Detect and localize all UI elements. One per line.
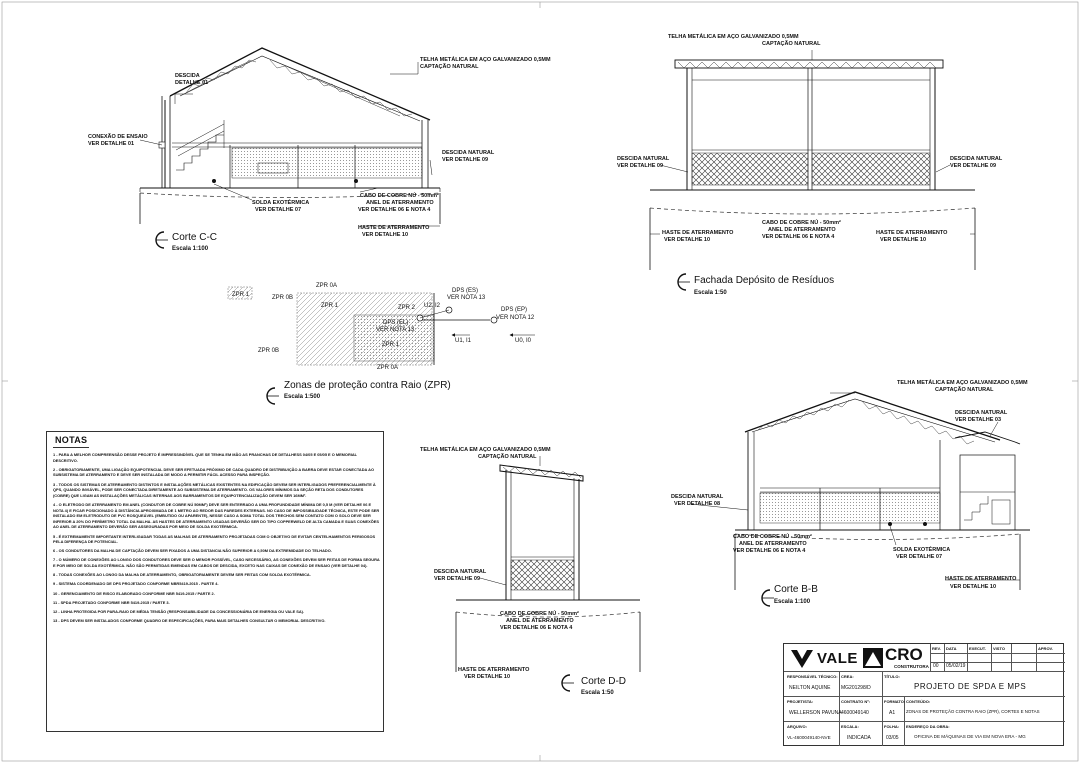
zpr-0a-bottom: ZPR 0A — [377, 365, 399, 371]
data-value: 05/02/19 — [946, 663, 966, 669]
fachada-haste-right-label: HASTE DE ATERRAMENTO — [876, 230, 948, 236]
projetista-value: WELLERSON PAVUNA — [789, 710, 842, 716]
dd-cabo-label: CABO DE COBRE NÚ - 50mm² — [500, 611, 579, 617]
zpr-1-mid: ZPR 1 — [321, 303, 339, 309]
zpr-dps-el-nota: VER NOTA 13 — [376, 327, 415, 333]
bb-haste-detail: VER DETALHE 10 — [950, 584, 997, 590]
formato-label: FORMATO: — [884, 699, 906, 704]
bb-haste-label: HASTE DE ATERRAMENTO — [945, 576, 1017, 582]
notes-list — [53, 452, 381, 627]
dd-cabo-detail: VER DETALHE 06 E NOTA 4 — [500, 625, 573, 631]
zpr-dps-es: DPS (ES) — [452, 288, 479, 294]
titulo-value: PROJETO DE SPDA E MPS — [914, 682, 1027, 691]
zpr-dps-ep-nota: VER NOTA 12 — [496, 315, 535, 321]
escala-label: ESCALA: — [841, 724, 859, 729]
corte-bb-drawing — [690, 392, 1030, 606]
zpr-0a-top: ZPR 0A — [316, 283, 338, 289]
note-item: 12 - LINHA PROTEGIDA POR PARA-RAIO DE MÉDIA TENSÃO (RESPONSABILIDADE DA CONCESSIONÁRIA DE ENERGIA OU VALE SA). — [53, 609, 305, 614]
conteudo-label: CONTEÚDO: — [906, 699, 931, 704]
dd-captacao-label: CAPTAÇÃO NATURAL — [478, 454, 537, 460]
bb-descida08-detail: VER DETALHE 08 — [674, 501, 721, 507]
dd-anel-label: ANEL DE ATERRAMENTO — [506, 618, 574, 624]
escala-value: INDICADA — [847, 735, 871, 741]
resp-tecnico-value: NEILTON AQUINE — [789, 685, 831, 691]
bb-descida03-detail: VER DETALHE 03 — [955, 417, 1002, 423]
note-item: 10 - GERENCIAMENTO DE RISCO ELABORADO CONFORME NBR 5419-2015 / PARTE 2. — [53, 590, 215, 596]
dd-haste-detail: VER DETALHE 10 — [464, 674, 511, 680]
cc-anel-label: ANEL DE ATERRAMENTO — [366, 200, 434, 206]
fachada-haste-right-detail: VER DETALHE 10 — [880, 237, 927, 243]
fachada-anel-label: ANEL DE ATERRAMENTO — [768, 227, 836, 233]
zpr-title: Zonas de proteção contra Raio (ZPR) — [284, 380, 451, 391]
fachada-cabo-detail: VER DETALHE 06 E NOTA 4 — [762, 234, 835, 240]
bb-cabo-detail: VER DETALHE 06 E NOTA 4 — [733, 548, 806, 554]
fachada-title: Fachada Depósito de Resíduos — [694, 275, 835, 286]
notes-title: NOTAS — [55, 435, 88, 445]
bb-captacao-label: CAPTAÇÃO NATURAL — [935, 387, 994, 393]
note-item: 9 - SISTEMA COORDENADO DE DPS PROJETADO CONFORME NBR5419-2015 - PARTE 4. — [53, 581, 219, 587]
vale-logo-icon — [790, 648, 814, 670]
data-header: DATA — [946, 646, 957, 651]
visto-header: VISTO — [993, 646, 1005, 651]
fachada-descida-right-label: DESCIDA NATURAL — [950, 156, 1003, 162]
fachada-cabo-label: CABO DE COBRE NÚ - 50mm² — [762, 220, 841, 226]
cc-section-title: Corte C-C — [172, 232, 218, 243]
note-item: 2 - OBRIGATORIAMENTE, UMA LIGAÇÃO EQUIPOTENCIAL DEVE SER EFETUADA PRÓXIMO DE CADA QUADRO DE DISTRIBUIÇÃO A BARRA DEVE ESTAR CONECTADA AO SUBSISTEMA DE ATERRAMENTO E DEVE SER INSTALADA DE MODO A PERMITIR FÁCIL ACESSO PARA INSPEÇÃO. — [53, 466, 374, 478]
folha-label: FOLHA: — [884, 724, 900, 729]
cro-brand-subtitle: CONSTRUTORA — [894, 664, 929, 669]
fachada-descida-right-detail: VER DETALHE 09 — [950, 163, 997, 169]
cro-logo-icon — [862, 647, 884, 669]
notes-title-underline — [53, 447, 89, 448]
zpr-1-low: ZPR 1 — [382, 342, 400, 348]
bb-descida03-label: DESCIDA NATURAL — [955, 410, 1008, 416]
execut-header: EXECUT. — [969, 646, 986, 651]
arquivo-label: ARQUIVO: — [787, 724, 807, 729]
cc-haste-label: HASTE DE ATERRAMENTO — [358, 225, 430, 231]
note-item: 4 - O ELETRODO DE ATERRAMENTO EM ANEL (CONDUTOR DE COBRE NÚ 50MM²) DEVE SER ENTERRADO A UMA PROFUNDIDADE MÍNIMA DE 0,5 M (VER DETALHE 06 E NOTA 4) E FICAR POSICIONADO À DISTÂNCIA APROXIMADA DE 1 METRO AO REDOR DAS PAREDES EXTERNAS. NO CASO DE IMPOSSIBILIDADE TÉCNICA, ESTE PODE SER INSTALADO EM ELETRODUTO DE PVC ROSQUEÁVEL (EMBUTIDO OU APARENTE), NESSE CASO A SOMA TOTAL DOS TRECHOS SEM CONTATO COM O SOLO DEVE SER INFERIOR A 20% DO PERÍMETRO TOTAL DA MALHA. AS HASTES DE ATERRAMENTO USADAS DEVERÃO SER DO TIPO COPPERWELD DE ALTA CAMADA E SUAS CONEXÕES AO ANEL DE ATERRAMENTO DEVERÃO SER ASSEGURADAS POR MEIO DE SOLDA EXOTÉRMICA. — [53, 501, 380, 530]
zpr-u2i2: U2, I2 — [424, 303, 441, 309]
bb-anel-label: ANEL DE ATERRAMENTO — [739, 541, 807, 547]
dd-telha-label: TELHA METÁLICA EM AÇO GALVANIZADO 0,5MM — [420, 447, 551, 453]
bb-solda-label: SOLDA EXOTÉRMICA — [893, 547, 951, 553]
dd-descida-detail: VER DETALHE 09 — [434, 576, 481, 582]
fachada-descida-left-detail: VER DETALHE 09 — [617, 163, 664, 169]
rev-value: 00 — [933, 663, 939, 669]
folha-value: 03/05 — [886, 735, 899, 741]
zpr-dps-el: DPS (EL) — [383, 320, 409, 326]
bb-descida08-label: DESCIDA NATURAL — [671, 494, 724, 500]
note-item: 8 - TODAS CONEXÕES AO LONGO DA MALHA DE ATERRAMENTO, OBRIGATORIAMENTE DEVEM SER FEITAS COM SOLDA EXOTÉRMICA. — [53, 572, 311, 578]
endereco-value: OFICINA DE MÁQUINAS DE VIA EM NOVA ERA - MG — [914, 734, 1026, 739]
zpr-0b-top: ZPR 0B — [272, 295, 294, 301]
vale-brand: VALE — [817, 650, 858, 667]
rev-header: REV. — [932, 646, 941, 651]
aprov-header: APROV. — [1038, 646, 1053, 651]
fachada-telha-label: TELHA METÁLICA EM AÇO GALVANIZADO 0,5MM — [668, 34, 799, 40]
fachada-drawing — [650, 50, 975, 290]
cc-descida-natural-label: DESCIDA NATURAL — [442, 150, 495, 156]
zpr-scale: Escala 1:500 — [284, 394, 321, 400]
zpr-u1i1: U1, I1 — [455, 338, 472, 344]
resp-tecnico-label: RESPONSÁVEL TÉCNICO: — [787, 674, 838, 679]
arquivo-value: VL-4600049140-NVE — [787, 735, 831, 740]
note-item: 13 - DPS DEVEM SER INSTALADOS CONFORME QUADRO DE ESPECIFICAÇÕES, PARA MAIS DETALHES CONSULTAR O MEMORIAL DESCRITIVO. — [53, 618, 326, 624]
cc-cabo-detail: VER DETALHE 06 E NOTA 4 — [358, 207, 431, 213]
fachada-scale: Escala 1:50 — [694, 290, 727, 296]
bb-solda-detail: VER DETALHE 07 — [896, 554, 943, 560]
fachada-haste-left-detail: VER DETALHE 10 — [664, 237, 711, 243]
dd-descida-label: DESCIDA NATURAL — [434, 569, 487, 575]
zpr-2: ZPR 2 — [398, 305, 416, 311]
endereco-label: ENDEREÇO DA OBRA: — [906, 724, 950, 729]
conteudo-value: ZONAS DE PROTEÇÃO CONTRA RAIO (ZPR), CORTES E NOTAS — [906, 709, 1040, 714]
projetista-label: PROJETISTA: — [787, 699, 814, 704]
title-block — [783, 643, 1064, 746]
crea-label: CREA: — [841, 674, 854, 679]
zpr-0b-bottom: ZPR 0B — [258, 348, 280, 354]
zpr-dps-ep: DPS (EP) — [501, 307, 528, 313]
cc-descida-detail: DETALHE 01 — [175, 80, 209, 86]
cc-conexao-label: CONEXÃO DE ENSAIO — [88, 134, 148, 140]
cro-brand: CRO — [885, 645, 923, 664]
zpr-1-box: ZPR 1 — [232, 292, 250, 298]
note-item: 1 - PARA A MELHOR COMPREENSÃO DESSE PROJETO É IMPRESSINDÍVEL QUE SE TENHA EM MÃO AS PRANCHAS DE DETALHESS 04/05 E 05/05 E O MEMORIAL DESCRITIVO. — [53, 452, 357, 463]
dd-section-title: Corte D-D — [581, 676, 627, 687]
bb-telha-label: TELHA METÁLICA EM AÇO GALVANIZADO 0,5MM — [897, 380, 1028, 386]
dd-haste-label: HASTE DE ATERRAMENTO — [458, 667, 530, 673]
note-item: 6 - OS CONDUTORES DA MALHA DE CAPTAÇÃO DEVEM SER FIXADOS A UMA DISTANCIA NÃO SUPERIOR A 0,50M DA EXTREMIDADE DO TELHADO. — [53, 548, 332, 554]
formato-value: A1 — [889, 710, 896, 716]
zpr-dps-es-nota: VER NOTA 13 — [447, 295, 486, 301]
cc-descida-natural-detail: VER DETALHE 09 — [442, 157, 489, 163]
contrato-label: CONTRATO Nº: — [841, 699, 871, 704]
titulo-label: TÍTULO: — [884, 674, 900, 679]
cc-cabo-label: CABO DE COBRE NÚ - 50mm² — [360, 193, 439, 199]
note-item: 11 - SPDA PROJETADO CONFORME NBR 5419-2015 / PARTE 3. — [53, 599, 170, 605]
cc-descida-label: DESCIDA — [175, 73, 200, 79]
cc-solda-detail: VER DETALHE 07 — [255, 207, 302, 213]
cc-solda-label: SOLDA EXOTÉRMICA — [252, 200, 310, 206]
cc-section-scale: Escala 1:100 — [172, 246, 209, 252]
crea-value: MG201298/D — [841, 685, 871, 691]
note-item: 7 - O NÚMERO DE CONEXÕES AO LONGO DOS CONDUTORES DEVE SER O MENOR POSSÍVEL, CASO NECESSÁRIO, AS CONEXÕES DEVEM SER FEITAS DE FORMA SEGURA E POR MEIO DE SOLDA EXOTÉRMICA. NÃO SÃO PERMITIDAS EMENDAS EM CABOS DE DESCIDA, EXCETO NAS CAIXAS DE CONEXÃO DE ENSAIO (VER DETALHE 04). — [53, 557, 380, 569]
notes-panel — [46, 431, 384, 732]
cc-telha-label: TELHA METÁLICA EM AÇO GALVANIZADO 0,5MM — [420, 57, 551, 63]
dd-section-scale: Escala 1:50 — [581, 690, 614, 696]
note-item: 3 - TODOS OS SISTEMAS DE ATERRAMENTO DISTINTOS E INSTALAÇÕES METÁLICAS EXISTENTES NA EDIFICAÇÃO DEVEM SER INTERLIGADOS PREFERENCIALMENTE À QPS, QUANDO INVIÁVEL, PODE SER CONECTADA DIRETAMENTE AO SUBSISTEMA DE ATERRAMENTO. OS VALORES MÍNIMOS DA SEÇÃO RETA DOS CONDUTORES (COBRE) QUE LIGAM AS INSTALAÇÕES METÁLICAS INTERNAS AOS BARRAMENTOS DE EQUIPOTENCIALIZAÇÃO DEVEM SER 16MM². — [53, 481, 376, 498]
fachada-descida-left-label: DESCIDA NATURAL — [617, 156, 670, 162]
bb-section-title: Corte B-B — [774, 584, 818, 595]
fachada-captacao-label: CAPTAÇÃO NATURAL — [762, 41, 821, 47]
cc-captacao-label: CAPTAÇÃO NATURAL — [420, 64, 479, 70]
zpr-u0i0: U0, I0 — [515, 338, 532, 344]
contrato-value: 4600049140 — [841, 710, 869, 716]
bb-cabo-label: CABO DE COBRE NÚ - 50mm² — [733, 534, 812, 540]
cc-haste-detail: VER DETALHE 10 — [362, 232, 409, 238]
cc-conexao-detail: VER DETALHE 01 — [88, 141, 135, 147]
fachada-haste-left-label: HASTE DE ATERRAMENTO — [662, 230, 734, 236]
note-item: 5 - É EXTREMAMENTE IMPORTANTE INTERLIGADAR TODAS AS MALHAS DE ATERRAMENTO PROJETADAS COM O OBJETIVO DE EVITAR CENTELHAMENTOS PERIGOSOS PELA DIFERENÇA DE POTENCIAL. — [53, 533, 376, 545]
bb-section-scale: Escala 1:100 — [774, 599, 811, 605]
